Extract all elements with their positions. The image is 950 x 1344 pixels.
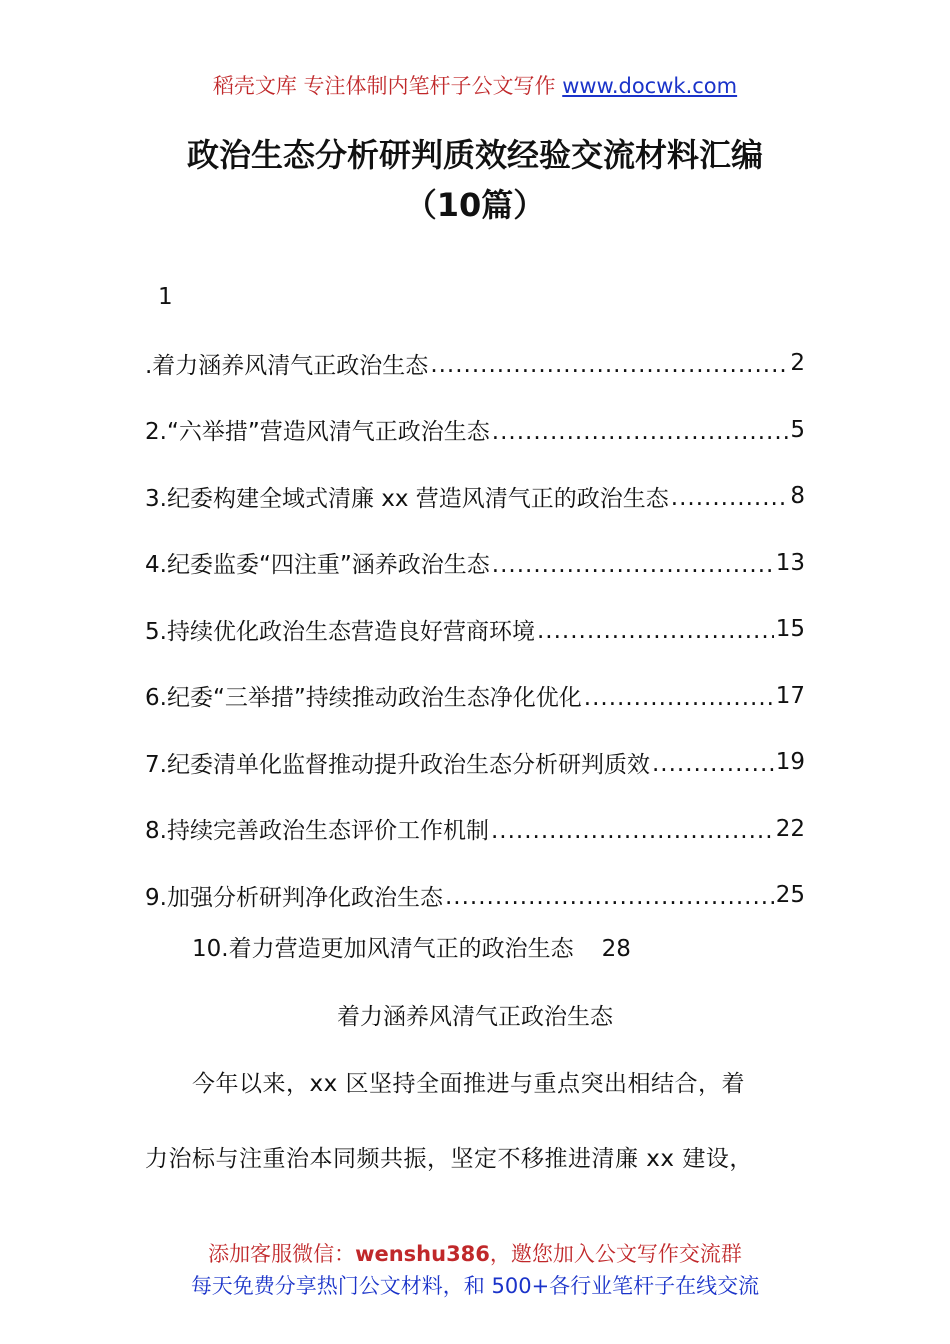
- toc-entry-page: 19: [775, 749, 805, 776]
- title-line-2: （10篇）: [404, 186, 546, 224]
- section-title: 着力涵养风清气正政治生态: [337, 1004, 613, 1030]
- toc-entry-label: 8.持续完善政治生态评价工作机制: [145, 818, 489, 845]
- toc-entry-label: 6.纪委“三举措”持续推动政治生态净化优化: [145, 685, 582, 712]
- toc-leader-dots: [537, 618, 774, 644]
- toc-entry-label: 2.“六举措”营造风清气正政治生态: [145, 419, 490, 446]
- header-slogan: 稻壳文库 专注体制内笔杆子公文写作: [212, 74, 563, 98]
- title-line-1: 政治生态分析研判质效经验交流材料汇编: [186, 136, 763, 174]
- footer-line-2: 每天免费分享热门公文材料，和 500+各行业笔杆子在线交流: [190, 1274, 760, 1298]
- toc-leader-dots: [671, 485, 789, 511]
- toc-last-page: 28: [601, 936, 631, 962]
- toc-leader-dots: [491, 818, 774, 844]
- toc-entry-page: 22: [775, 815, 805, 842]
- toc-entry[interactable]: [145, 663, 805, 730]
- toc-entry[interactable]: [145, 862, 805, 929]
- toc-last-label: 10.着力营造更加风清气正的政治生态: [192, 936, 574, 962]
- toc-entry-label: 7.纪委清单化监督推动提升政治生态分析研判质效: [145, 751, 650, 778]
- toc-entry[interactable]: [145, 330, 805, 397]
- toc-leader-dots: [430, 352, 788, 378]
- toc-entry[interactable]: [145, 796, 805, 863]
- toc-entry-page: 17: [775, 682, 805, 709]
- toc-entry-page: 2: [790, 350, 805, 377]
- header-link[interactable]: www.docwk.com: [562, 74, 738, 98]
- toc-entry[interactable]: [145, 530, 805, 597]
- toc-entry-label: 9.加强分析研判净化政治生态: [145, 884, 443, 911]
- toc-entry-page: 8: [790, 483, 805, 510]
- toc-entry[interactable]: [145, 463, 805, 530]
- footer-wechat-id: wenshu386: [355, 1242, 490, 1266]
- toc-last-entry[interactable]: [192, 930, 631, 963]
- toc-entry[interactable]: [145, 397, 805, 464]
- toc-leader-dots: [652, 751, 774, 777]
- toc-entry[interactable]: [145, 596, 805, 663]
- toc-entry[interactable]: [145, 729, 805, 796]
- toc-entry-label: 4.纪委监委“四注重”涵养政治生态: [145, 552, 490, 579]
- toc-entry-page: 13: [775, 549, 805, 576]
- toc-entry-page: 15: [775, 616, 805, 643]
- footer-line-1: [0, 1238, 950, 1270]
- body-line-1: 今年以来，xx 区坚持全面推进与重点突出相结合，着: [192, 1071, 746, 1097]
- toc-entry-label: .着力涵养风清气正政治生态: [145, 352, 429, 379]
- toc-first-number: 1: [158, 284, 173, 310]
- toc-entry-label: 3.纪委构建全域式清廉 xx 营造风清气正的政治生态: [145, 485, 669, 512]
- footer-wechat-suffix: ，邀您加入公文写作交流群: [489, 1242, 742, 1266]
- document-title: [0, 130, 950, 230]
- toc-leader-dots: [584, 685, 774, 711]
- footer-wechat-prefix: 添加客服微信：: [208, 1242, 356, 1266]
- site-header: [0, 70, 950, 100]
- toc-entry-page: 25: [775, 882, 805, 909]
- body-line-2: 力治标与注重治本同频共振，坚定不移推进清廉 xx 建设，: [145, 1146, 753, 1172]
- toc-leader-dots: [445, 884, 774, 910]
- toc-leader-dots: [492, 419, 789, 445]
- toc-leader-dots: [492, 552, 774, 578]
- toc-entry-label: 5.持续优化政治生态营造良好营商环境: [145, 618, 535, 645]
- toc-entry-page: 5: [790, 416, 805, 443]
- table-of-contents: [145, 330, 805, 929]
- promo-footer: [0, 1238, 950, 1302]
